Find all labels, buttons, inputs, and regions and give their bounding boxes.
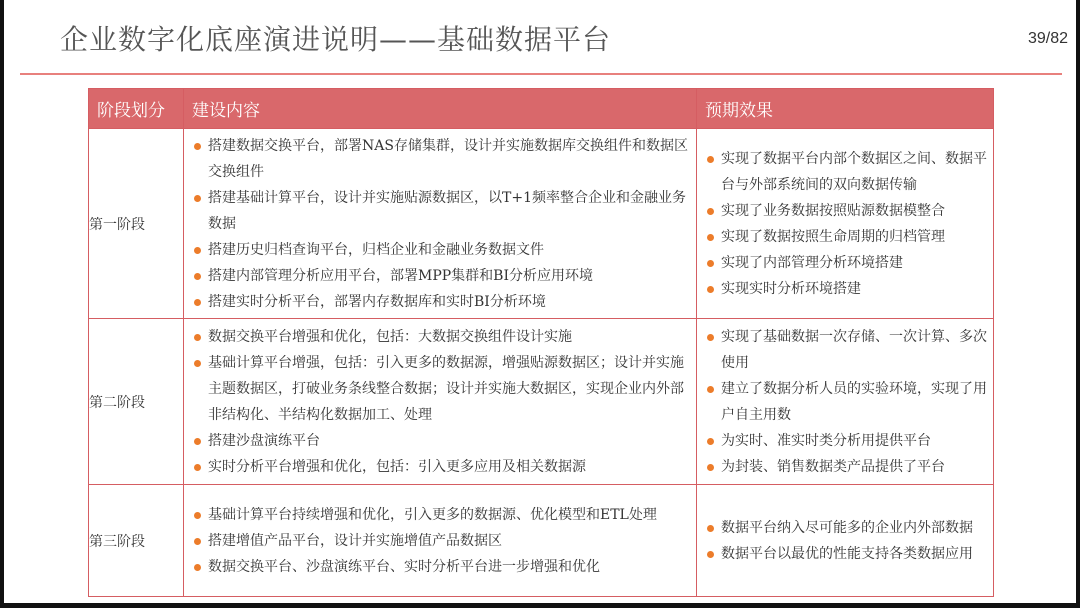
stage-table: [88, 88, 994, 597]
list-item: [194, 133, 690, 185]
list-item-text: 搭建实时分析平台，部署内存数据库和实时BI分析环境: [208, 293, 546, 310]
list-item-text: 搭建数据交换平台，部署NAS存储集群，设计并实施数据库交换组件和数据区交换组件: [208, 137, 688, 180]
list-item-text: 搭建历史归档查询平台，归档企业和金融业务数据文件: [208, 241, 544, 258]
list-item: [194, 454, 690, 480]
bullet-dot-icon: [194, 438, 201, 445]
list-item-text: 实现了基础数据一次存储、一次计算、多次使用: [721, 328, 987, 371]
list-item-text: 实现了数据平台内部个数据区之间、数据平台与外部系统间的双向数据传输: [721, 150, 987, 193]
list-item-text: 搭建增值产品平台，设计并实施增值产品数据区: [208, 532, 502, 549]
list-item: [194, 502, 690, 528]
list-item-text: 数据交换平台、沙盘演练平台、实时分析平台进一步增强和优化: [208, 558, 600, 575]
list-item: [194, 528, 690, 554]
list-item-text: 基础计算平台增强，包括：引入更多的数据源，增强贴源数据区；设计并实施主题数据区，打破业务条线整合数据；设计并实施大数据区，实现企业内外部非结构化、半结构化数据加工、处理: [208, 354, 684, 423]
bullet-dot-icon: [194, 247, 201, 254]
list-item: [194, 263, 690, 289]
effects-list: [697, 515, 993, 567]
list-item: [707, 541, 987, 567]
content-cell: [184, 319, 697, 485]
bullet-dot-icon: [707, 464, 714, 471]
page-number: 39/82: [1027, 30, 1068, 47]
bullet-dot-icon: [707, 525, 714, 532]
bullet-dot-icon: [194, 334, 201, 341]
content-list: [184, 502, 696, 580]
bullet-dot-icon: [194, 360, 201, 367]
title-divider: [20, 73, 1062, 75]
bullet-dot-icon: [707, 156, 714, 163]
list-item-text: 建立了数据分析人员的实验环境，实现了用户自主用数: [721, 380, 987, 423]
list-item: [707, 324, 987, 376]
bullet-dot-icon: [194, 195, 201, 202]
list-item-text: 实现了数据按照生命周期的归档管理: [721, 228, 945, 245]
table-row: [89, 129, 994, 319]
bullet-dot-icon: [707, 286, 714, 293]
content-cell: [184, 485, 697, 597]
list-item-text: 搭建内部管理分析应用平台，部署MPP集群和BI分析应用环境: [208, 267, 593, 284]
list-item: [194, 289, 690, 315]
list-item: [707, 250, 987, 276]
list-item: [707, 276, 987, 302]
frame-bottom-edge: [0, 603, 1080, 608]
column-header-effects: 预期效果: [697, 89, 994, 129]
effects-cell: [697, 485, 994, 597]
list-item: [194, 350, 690, 428]
bullet-dot-icon: [194, 564, 201, 571]
column-header-content: 建设内容: [184, 89, 697, 129]
list-item-text: 为封装、销售数据类产品提供了平台: [721, 458, 945, 475]
table-header-row: [89, 89, 994, 129]
list-item-text: 搭建基础计算平台，设计并实施贴源数据区，以T+1频率整合企业和金融业务数据: [208, 189, 686, 232]
content-cell: [184, 129, 697, 319]
list-item: [194, 554, 690, 580]
list-item-text: 实现了业务数据按照贴源数据模整合: [721, 202, 945, 219]
bullet-dot-icon: [707, 208, 714, 215]
frame-right-edge: [1076, 0, 1080, 608]
bullet-dot-icon: [194, 464, 201, 471]
stage-cell: 第一阶段: [89, 129, 184, 319]
bullet-dot-icon: [194, 512, 201, 519]
bullet-dot-icon: [707, 386, 714, 393]
slide-title: 企业数字化底座演进说明——基础数据平台: [60, 23, 612, 56]
list-item-text: 搭建沙盘演练平台: [208, 432, 320, 449]
column-header-stage: 阶段划分: [89, 89, 184, 129]
bullet-dot-icon: [194, 143, 201, 150]
list-item: [194, 324, 690, 350]
list-item: [707, 428, 987, 454]
effects-cell: [697, 319, 994, 485]
bullet-dot-icon: [194, 538, 201, 545]
table-row: [89, 319, 994, 485]
bullet-dot-icon: [707, 551, 714, 558]
table-row: [89, 485, 994, 597]
bullet-dot-icon: [194, 273, 201, 280]
list-item: [194, 428, 690, 454]
list-item-text: 数据平台以最优的性能支持各类数据应用: [721, 545, 973, 562]
content-list: [184, 133, 696, 315]
stage-cell: 第三阶段: [89, 485, 184, 597]
list-item-text: 数据交换平台增强和优化，包括：大数据交换组件设计实施: [208, 328, 572, 345]
list-item: [707, 146, 987, 198]
list-item: [707, 224, 987, 250]
bullet-dot-icon: [707, 260, 714, 267]
list-item: [707, 376, 987, 428]
list-item: [194, 185, 690, 237]
bullet-dot-icon: [707, 438, 714, 445]
list-item-text: 实现了内部管理分析环境搭建: [721, 254, 903, 271]
content-list: [184, 324, 696, 480]
bullet-dot-icon: [707, 334, 714, 341]
effects-list: [697, 324, 993, 480]
list-item-text: 实时分析平台增强和优化，包括：引入更多应用及相关数据源: [208, 458, 586, 475]
frame-left-edge: [0, 0, 4, 608]
stage-cell: 第二阶段: [89, 319, 184, 485]
bullet-dot-icon: [707, 234, 714, 241]
list-item: [707, 454, 987, 480]
list-item: [707, 515, 987, 541]
effects-list: [697, 146, 993, 302]
list-item-text: 基础计算平台持续增强和优化，引入更多的数据源、优化模型和ETL处理: [208, 506, 657, 523]
list-item: [707, 198, 987, 224]
list-item-text: 为实时、准实时类分析用提供平台: [721, 432, 931, 449]
effects-cell: [697, 129, 994, 319]
list-item: [194, 237, 690, 263]
list-item-text: 数据平台纳入尽可能多的企业内外部数据: [721, 519, 973, 536]
list-item-text: 实现实时分析环境搭建: [721, 280, 861, 297]
bullet-dot-icon: [194, 299, 201, 306]
